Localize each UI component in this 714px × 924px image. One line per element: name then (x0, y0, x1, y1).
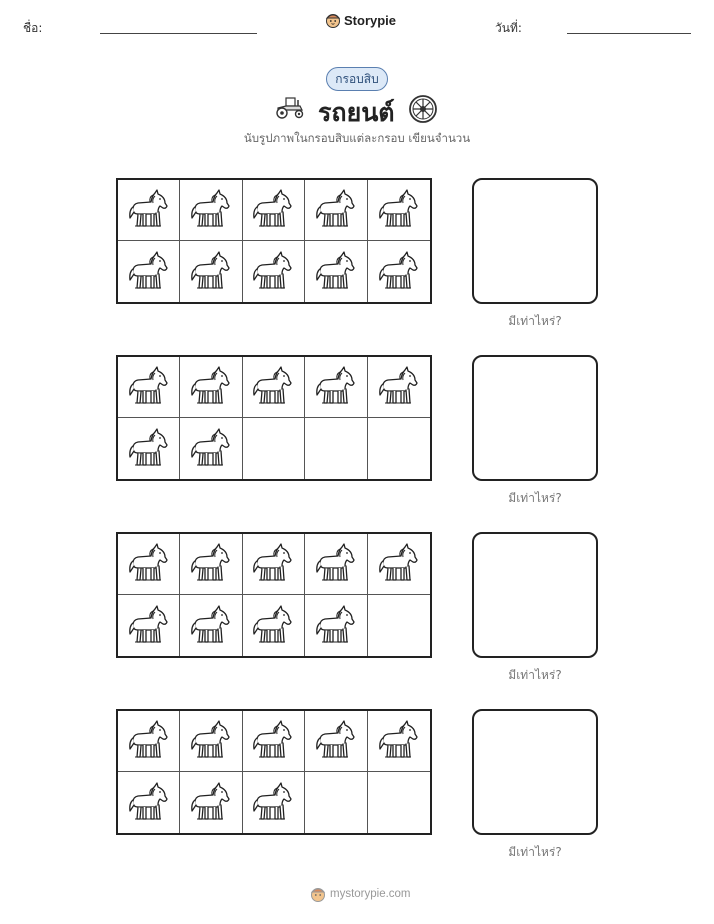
ten-frame-cell (118, 241, 180, 302)
ten-frame-cell (243, 595, 305, 656)
ten-frame-cell (305, 595, 367, 656)
question-label-3: มีเท่าไหร่? (508, 668, 562, 682)
horse-icon (189, 542, 233, 586)
answer-box-2[interactable] (472, 355, 598, 481)
horse-icon (377, 719, 421, 763)
ten-frame-cell (368, 418, 430, 479)
ten-frame-cell (118, 534, 180, 595)
ten-frame-cell (368, 772, 430, 833)
horse-icon (251, 188, 295, 232)
instruction-text: นับรูปภาพในกรอบสิบแต่ละกรอบ เขียนจำนวน (243, 131, 471, 145)
question-label-1: มีเท่าไหร่? (508, 314, 562, 328)
horse-icon (127, 542, 171, 586)
ten-frame-cell (118, 711, 180, 772)
horse-icon (251, 781, 295, 825)
horse-icon (189, 719, 233, 763)
ten-frame-cell (368, 595, 430, 656)
horse-icon (377, 250, 421, 294)
horse-icon (251, 250, 295, 294)
ten-frame-cell (180, 357, 242, 418)
date-label: วันที่: (495, 21, 522, 35)
ten-frame-cell (118, 772, 180, 833)
horse-icon (314, 719, 358, 763)
brand-name: Storypie (344, 12, 397, 28)
pie-mascot-icon (325, 12, 341, 28)
ten-frame-2 (116, 355, 432, 481)
ten-frame-cell (305, 534, 367, 595)
horse-icon (377, 365, 421, 409)
ten-frame-cell (118, 180, 180, 241)
ten-frame-4 (116, 709, 432, 835)
ten-frame-cell (243, 357, 305, 418)
ten-frame-cell (180, 241, 242, 302)
ten-frame-cell (305, 418, 367, 479)
ten-frame-cell (180, 534, 242, 595)
question-label-2: มีเท่าไหร่? (508, 491, 562, 505)
ten-frame-cell (305, 241, 367, 302)
horse-icon (314, 365, 358, 409)
horse-icon (251, 365, 295, 409)
ten-frame-cell (243, 418, 305, 479)
horse-icon (251, 719, 295, 763)
ten-frame-cell (118, 357, 180, 418)
ten-frame-cell (243, 711, 305, 772)
horse-icon (314, 542, 358, 586)
ten-frame-cell (305, 357, 367, 418)
footer-site: mystorypie.com (330, 888, 411, 900)
footer (310, 886, 411, 902)
horse-icon (189, 365, 233, 409)
ten-frame-cell (118, 595, 180, 656)
answer-box-1[interactable] (472, 178, 598, 304)
ten-frame-cell (243, 180, 305, 241)
name-label: ชื่อ: (23, 21, 43, 35)
ten-frame-cell (368, 241, 430, 302)
question-label-4: มีเท่าไหร่? (508, 845, 562, 859)
name-line[interactable] (100, 33, 257, 34)
horse-icon (189, 604, 233, 648)
answer-box-3[interactable] (472, 532, 598, 658)
date-line[interactable] (567, 33, 691, 34)
horse-icon (314, 604, 358, 648)
horse-icon (314, 188, 358, 232)
horse-icon (127, 719, 171, 763)
horse-icon (251, 604, 295, 648)
brand (325, 12, 396, 28)
horse-icon (377, 542, 421, 586)
ten-frame-cell (368, 180, 430, 241)
horse-icon (127, 781, 171, 825)
ten-frame-cell (305, 772, 367, 833)
ten-frame-cell (368, 534, 430, 595)
ten-frame-cell (305, 180, 367, 241)
ten-frame-3 (116, 532, 432, 658)
ten-frame-cell (180, 595, 242, 656)
horse-icon (127, 365, 171, 409)
answer-box-4[interactable] (472, 709, 598, 835)
ten-frame-cell (368, 357, 430, 418)
horse-icon (189, 188, 233, 232)
horse-icon (127, 604, 171, 648)
ten-frame-cell (180, 180, 242, 241)
ten-frame-cell (180, 772, 242, 833)
horse-icon (189, 427, 233, 471)
ten-frame-cell (305, 711, 367, 772)
horse-icon (127, 188, 171, 232)
ten-frame-cell (243, 241, 305, 302)
ten-frame-1 (116, 178, 432, 304)
horse-icon (127, 427, 171, 471)
horse-icon (314, 250, 358, 294)
horse-icon (127, 250, 171, 294)
ten-frame-cell (180, 418, 242, 479)
ten-frame-cell (118, 418, 180, 479)
wheel-icon (408, 94, 438, 124)
ten-frame-cell (180, 711, 242, 772)
horse-icon (189, 250, 233, 294)
ten-frame-cell (243, 534, 305, 595)
horse-icon (251, 542, 295, 586)
pie-mascot-icon (310, 886, 326, 902)
horse-icon (189, 781, 233, 825)
tractor-icon (274, 95, 306, 119)
topic-badge: กรอบสิบ (326, 67, 388, 91)
ten-frame-cell (243, 772, 305, 833)
page-title: รถยนต์ (318, 98, 395, 127)
ten-frame-cell (368, 711, 430, 772)
horse-icon (377, 188, 421, 232)
